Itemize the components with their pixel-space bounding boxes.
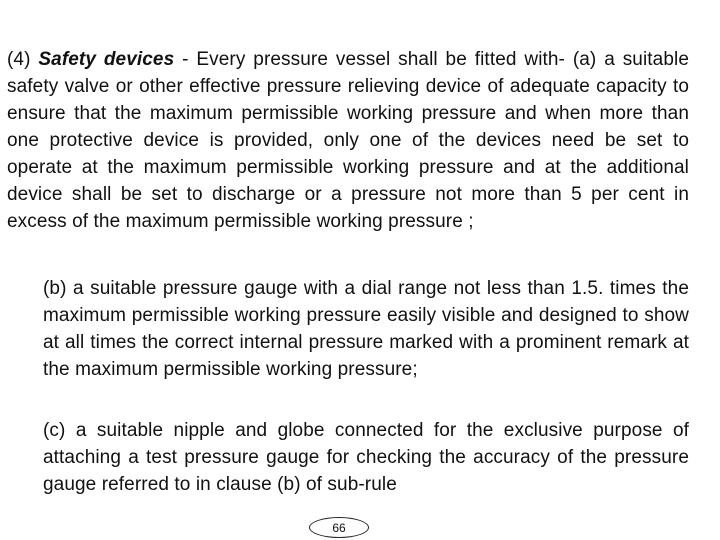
subclause-c-paragraph: (c) a suitable nipple and globe connected for the exclusive purpose of attaching a test pressure gauge for checking the accuracy of the pressure gauge referred to in clause (b) of sub-rule [43,420,689,495]
clause-4-paragraph [7,46,689,235]
subclause-b-paragraph: (b) a suitable pressure gauge with a dial range not less than 1.5. times the maximum permissible working pressure easily visible and designed to show at all times the correct internal pressure marked with a prominent remark at the maximum permissible working pressure; [43,278,689,380]
page-number: 66 [332,520,346,535]
clause-number: (4) [7,49,39,70]
clause-heading: Safety devices [38,49,175,70]
clause-body-text: - Every pressure vessel shall be fitted with- (a) a suitable safety valve or other effective pressure relieving device of adequate capacity to ensure that the maximum permissible working pressure and when more than one protective device is provided, only one of the devices need be set to operate at the maximum permissible working pressure and at the additional device shall be set to discharge or a pressure not more than 5 per cent in excess of the maximum permissible working pressure ; [7,49,689,232]
page-number-badge [309,517,369,538]
